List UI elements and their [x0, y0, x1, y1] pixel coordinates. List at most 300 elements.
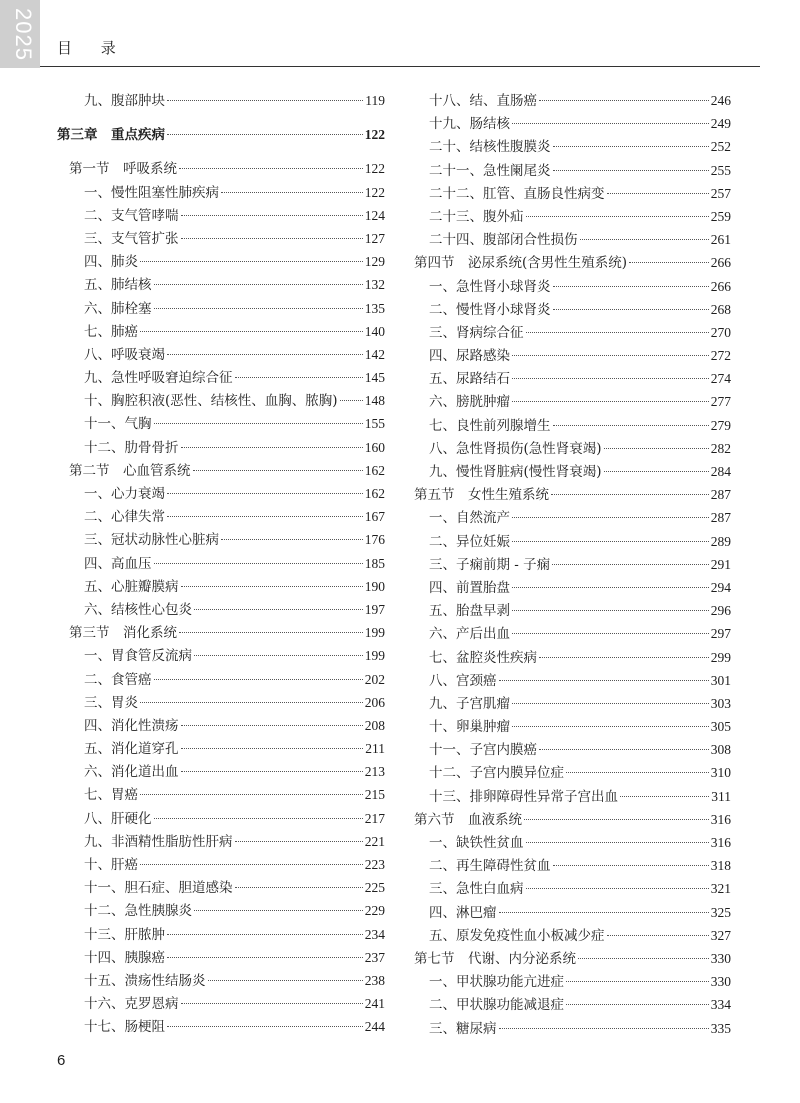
toc-entry-title: 十一、气胸: [84, 416, 152, 433]
toc-entry-page: 145: [364, 370, 385, 386]
toc-entry-page: 287: [710, 510, 731, 526]
toc-item-entry[interactable]: [57, 297, 385, 320]
toc-item-entry[interactable]: [414, 390, 731, 413]
toc-item-entry[interactable]: [414, 460, 731, 483]
toc-entry-page: 215: [364, 787, 385, 803]
toc-dot-leader: [512, 355, 709, 356]
toc-item-entry[interactable]: [414, 715, 731, 738]
toc-dot-leader: [553, 146, 709, 147]
year-label: 2025: [11, 8, 36, 61]
toc-dot-leader: [499, 680, 709, 681]
toc-entry-page: 249: [710, 116, 731, 132]
toc-item-entry[interactable]: [57, 668, 385, 691]
toc-dot-leader: [526, 332, 709, 333]
toc-entry-page: 268: [710, 301, 731, 317]
toc-dot-leader: [193, 470, 363, 471]
toc-entry-title: 十四、胰腺癌: [84, 949, 165, 966]
toc-dot-leader: [140, 864, 363, 865]
toc-dot-leader: [512, 610, 709, 611]
toc-entry-page: 311: [711, 788, 731, 804]
toc-dot-leader: [512, 401, 709, 402]
toc-entry-title: 八、宫颈癌: [429, 672, 497, 689]
toc-entry-title: 一、胃食管反流病: [84, 648, 192, 665]
toc-entry-page: 199: [364, 625, 385, 641]
toc-item-entry[interactable]: [414, 576, 731, 599]
toc-entry-page: 330: [710, 974, 731, 990]
toc-entry-page: 225: [364, 880, 385, 896]
toc-entry-title: 第一节 呼吸系统: [69, 161, 177, 178]
toc-entry-title: 第三节 消化系统: [69, 625, 177, 642]
toc-dot-leader: [607, 935, 709, 936]
toc-entry-page: 299: [710, 649, 731, 665]
toc-dot-leader: [167, 354, 363, 355]
toc-entry-title: 四、尿路感染: [429, 348, 510, 365]
toc-item-entry[interactable]: [414, 622, 731, 645]
toc-entry-title: 六、肺栓塞: [84, 300, 152, 317]
toc-item-entry[interactable]: [57, 644, 385, 667]
toc-entry-title: 十、胸腔积液(恶性、结核性、血胸、脓胸): [84, 393, 338, 410]
toc-item-entry[interactable]: [57, 482, 385, 505]
toc-entry-page: 129: [364, 254, 385, 270]
toc-item-entry[interactable]: [414, 414, 731, 437]
toc-entry-title: 二十二、肛管、直肠良性病变: [429, 185, 605, 202]
toc-entry-page: 190: [364, 578, 385, 594]
toc-item-entry[interactable]: [414, 275, 731, 298]
toc-dot-leader: [167, 1026, 363, 1027]
toc-entry-page: 148: [364, 393, 385, 409]
toc-entry-title: 三、急性白血病: [429, 881, 524, 898]
toc-dot-leader: [539, 749, 709, 750]
toc-dot-leader: [154, 284, 363, 285]
toc-entry-title: 五、心脏瓣膜病: [84, 578, 179, 595]
toc-item-entry[interactable]: [414, 854, 731, 877]
toc-item-entry[interactable]: [414, 692, 731, 715]
toc-item-entry[interactable]: [57, 691, 385, 714]
toc-item-entry[interactable]: [57, 320, 385, 343]
toc-item-entry[interactable]: [57, 436, 385, 459]
toc-entry-title: 十一、子宫内膜癌: [429, 742, 537, 759]
toc-item-entry[interactable]: [57, 714, 385, 737]
toc-entry-title: 六、产后出血: [429, 626, 510, 643]
toc-entry-page: 199: [364, 648, 385, 664]
toc-dot-leader: [181, 748, 364, 749]
toc-entry-title: 七、良性前列腺增生: [429, 417, 551, 434]
toc-entry-title: 五、消化道穿孔: [84, 741, 179, 758]
toc-entry-title: 九、慢性肾脏病(慢性肾衰竭): [429, 464, 602, 480]
toc-item-entry[interactable]: [57, 899, 385, 922]
toc-entry-title: 八、呼吸衰竭: [84, 346, 165, 363]
toc-entry-page: 297: [710, 626, 731, 642]
toc-item-entry[interactable]: [57, 227, 385, 250]
toc-section-entry[interactable]: [57, 621, 385, 644]
toc-dot-leader: [167, 134, 363, 135]
toc-entry-page: 308: [710, 742, 731, 758]
toc-entry-page: 132: [364, 277, 385, 293]
toc-dot-leader: [167, 516, 363, 517]
toc-entry-page: 244: [364, 1019, 385, 1035]
toc-entry-page: 316: [710, 811, 731, 827]
toc-item-entry[interactable]: [57, 807, 385, 830]
toc-entry-title: 二、甲状腺功能减退症: [429, 997, 564, 1014]
toc-section-entry[interactable]: [414, 251, 731, 274]
toc-dot-leader: [167, 100, 363, 101]
toc-item-entry[interactable]: [57, 505, 385, 528]
toc-entry-title: 九、非酒精性脂肪性肝病: [84, 833, 233, 850]
toc-dot-leader: [235, 377, 363, 378]
toc-dot-leader: [194, 910, 363, 911]
toc-dot-leader: [154, 423, 363, 424]
toc-entry-page: 287: [710, 487, 731, 503]
toc-entry-title: 二、食管癌: [84, 671, 152, 688]
toc-entry-title: 六、结核性心包炎: [84, 601, 192, 618]
toc-entry-title: 二十一、急性阑尾炎: [429, 162, 551, 179]
toc-item-entry[interactable]: [414, 599, 731, 622]
toc-item-entry[interactable]: [414, 298, 731, 321]
toc-entry-page: 213: [364, 764, 385, 780]
toc-entry-page: 155: [364, 416, 385, 432]
toc-dot-leader: [580, 239, 709, 240]
toc-entry-title: 三、肾病综合征: [429, 324, 524, 341]
toc-entry-page: 316: [710, 835, 731, 850]
toc-item-entry[interactable]: [414, 924, 731, 947]
toc-dot-leader: [524, 819, 709, 820]
toc-dot-leader: [512, 541, 709, 542]
toc-item-entry[interactable]: [57, 783, 385, 806]
toc-entry-page: 234: [364, 926, 385, 942]
toc-entry-title: 二十三、腹外疝: [429, 208, 524, 225]
toc-entry-page: 257: [710, 185, 731, 201]
toc-entry-title: 四、消化性溃疡: [84, 717, 179, 734]
toc-item-entry[interactable]: [414, 1017, 731, 1040]
toc-entry-title: 一、自然流产: [429, 510, 510, 527]
toc-entry-title: 八、肝硬化: [84, 810, 152, 827]
toc-dot-leader: [566, 981, 709, 982]
toc-entry-page: 266: [710, 278, 731, 294]
toc-item-entry[interactable]: [57, 366, 385, 389]
toc-entry-page: 266: [710, 255, 731, 271]
toc-item-entry[interactable]: [57, 273, 385, 296]
toc-dot-leader: [140, 702, 363, 703]
toc-item-entry[interactable]: [414, 159, 731, 182]
toc-entry-title: 第七节 代谢、内分泌系统: [414, 950, 576, 967]
toc-entry-title: 十、卵巢肿瘤: [429, 719, 510, 736]
toc-dot-leader: [512, 517, 709, 518]
toc-item-entry[interactable]: [57, 250, 385, 273]
toc-entry-title: 五、尿路结石: [429, 371, 510, 388]
toc-dot-leader: [140, 261, 363, 262]
toc-item-entry[interactable]: [414, 553, 731, 576]
toc-dot-leader: [512, 378, 709, 379]
toc-item-entry[interactable]: [414, 669, 731, 692]
toc-item-entry[interactable]: [57, 946, 385, 969]
toc-dot-leader: [221, 539, 363, 540]
toc-dot-leader: [526, 216, 709, 217]
toc-entry-title: 三、胃炎: [84, 694, 138, 711]
toc-entry-page: 305: [710, 719, 731, 735]
toc-entry-title: 一、心力衰竭: [84, 486, 165, 502]
toc-entry-page: 296: [710, 603, 731, 619]
toc-entry-title: 二十四、腹部闭合性损伤: [429, 232, 578, 249]
toc-dot-leader: [512, 703, 709, 704]
toc-item-entry[interactable]: [57, 528, 385, 551]
toc-item-entry[interactable]: [414, 738, 731, 761]
toc-entry-page: 119: [365, 93, 385, 108]
toc-item-entry[interactable]: [414, 205, 731, 228]
toc-item-entry[interactable]: [414, 993, 731, 1016]
toc-entry-title: 五、胎盘早剥: [429, 603, 510, 620]
toc-item-entry[interactable]: [57, 389, 385, 412]
toc-entry-title: 九、腹部肿块: [84, 93, 165, 109]
toc-dot-leader: [181, 771, 363, 772]
toc-dot-leader: [512, 633, 709, 634]
toc-entry-title: 七、胃癌: [84, 787, 138, 804]
toc-entry-page: 284: [710, 464, 731, 479]
toc-dot-leader: [552, 564, 709, 565]
toc-dot-leader: [154, 818, 363, 819]
toc-dot-leader: [235, 841, 363, 842]
toc-dot-leader: [607, 193, 709, 194]
toc-dot-leader: [566, 1004, 709, 1005]
toc-item-entry[interactable]: [57, 853, 385, 876]
toc-dot-leader: [181, 238, 363, 239]
toc-entry-title: 四、高血压: [84, 555, 152, 572]
toc-entry-title: 四、淋巴瘤: [429, 904, 497, 921]
toc-item-entry[interactable]: [414, 831, 731, 854]
toc-item-entry[interactable]: [57, 1015, 385, 1038]
toc-entry-page: 303: [710, 695, 731, 711]
toc-entry-title: 三、子痫前期 - 子痫: [429, 556, 551, 573]
toc-entry-page: 176: [364, 532, 385, 548]
toc-entry-title: 五、原发免疫性血小板减少症: [429, 927, 605, 944]
toc-entry-title: 三、支气管扩张: [84, 230, 179, 247]
toc-entry-title: 十八、结、直肠癌: [429, 93, 537, 109]
toc-dot-leader: [604, 471, 709, 472]
toc-dot-leader: [553, 170, 709, 171]
toc-section-entry[interactable]: [57, 157, 385, 180]
toc-entry-title: 第四节 泌尿系统(含男性生殖系统): [414, 255, 628, 272]
toc-dot-leader: [526, 842, 709, 843]
toc-entry-title: 九、子宫肌瘤: [429, 695, 510, 712]
toc-entry-page: 229: [364, 903, 385, 919]
toc-entry-page: 167: [364, 509, 385, 525]
toc-chapter-entry[interactable]: [57, 123, 385, 146]
toc-item-entry[interactable]: [414, 367, 731, 390]
toc-dot-leader: [553, 425, 709, 426]
toc-item-entry[interactable]: [414, 646, 731, 669]
toc-item-entry[interactable]: [414, 877, 731, 900]
toc-entry-page: 162: [364, 462, 385, 478]
toc-dot-leader: [194, 655, 363, 656]
toc-entry-page: 246: [710, 93, 731, 108]
toc-entry-title: 十二、子宫内膜异位症: [429, 765, 564, 782]
toc-item-entry[interactable]: [414, 761, 731, 784]
toc-dot-leader: [167, 934, 363, 935]
toc-entry-title: 十二、急性胰腺炎: [84, 903, 192, 920]
toc-dot-leader: [179, 168, 363, 169]
toc-item-entry[interactable]: [414, 344, 731, 367]
toc-item-entry[interactable]: [414, 228, 731, 251]
toc-entry-title: 二、支气管哮喘: [84, 207, 179, 224]
toc-entry-title: 六、消化道出血: [84, 764, 179, 781]
toc-dot-leader: [235, 887, 363, 888]
toc-item-entry[interactable]: [57, 598, 385, 621]
toc-entry-page: 140: [364, 323, 385, 339]
toc-dot-leader: [154, 679, 363, 680]
toc-entry-page: 252: [710, 139, 731, 155]
toc-item-entry[interactable]: [414, 437, 731, 460]
toc-entry-title: 第三章 重点疾病: [57, 127, 165, 144]
toc-item-entry[interactable]: [57, 552, 385, 575]
toc-dot-leader: [512, 726, 709, 727]
toc-dot-leader: [340, 400, 363, 401]
toc-item-entry[interactable]: [57, 760, 385, 783]
toc-dot-leader: [194, 609, 363, 610]
toc-entry-page: 241: [364, 996, 385, 1012]
toc-entry-page: 282: [710, 440, 731, 456]
toc-entry-page: 162: [364, 486, 385, 501]
toc-item-entry[interactable]: [414, 506, 731, 529]
toc-entry-page: 122: [364, 161, 385, 177]
toc-item-entry[interactable]: [414, 112, 731, 135]
toc-item-entry[interactable]: [57, 969, 385, 992]
toc-dot-leader: [499, 912, 709, 913]
toc-dot-leader: [553, 865, 709, 866]
page-number: 6: [57, 1052, 66, 1069]
toc-entry-title: 一、慢性阻塞性肺疾病: [84, 184, 219, 201]
toc-dot-leader: [181, 725, 363, 726]
toc-entry-title: 七、盆腔炎性疾病: [429, 649, 537, 666]
toc-item-entry[interactable]: [414, 970, 731, 993]
toc-dot-leader: [154, 563, 363, 564]
toc-entry-page: 122: [364, 127, 385, 143]
toc-section-entry[interactable]: [414, 947, 731, 970]
toc-dot-leader: [154, 308, 363, 309]
toc-entry-title: 七、肺癌: [84, 323, 138, 340]
toc-dot-leader: [629, 262, 709, 263]
toc-dot-leader: [181, 586, 363, 587]
toc-dot-leader: [208, 980, 363, 981]
toc-entry-title: 五、肺结核: [84, 277, 152, 294]
toc-entry-page: 310: [710, 765, 731, 781]
toc-dot-leader: [539, 100, 709, 101]
toc-entry-page: 289: [710, 533, 731, 549]
toc-dot-leader: [181, 215, 363, 216]
toc-item-entry[interactable]: [57, 343, 385, 366]
toc-entry-title: 十二、肋骨骨折: [84, 439, 179, 456]
toc-entry-page: 206: [364, 694, 385, 710]
toc-dot-leader: [620, 796, 709, 797]
toc-dot-leader: [539, 657, 709, 658]
toc-item-entry[interactable]: [414, 135, 731, 158]
toc-entry-title: 一、甲状腺功能亢进症: [429, 974, 564, 991]
toc-entry-title: 十九、肠结核: [429, 116, 510, 133]
toc-entry-page: 325: [710, 904, 731, 920]
toc-item-entry[interactable]: [414, 530, 731, 553]
toc-item-entry[interactable]: [57, 181, 385, 204]
toc-entry-page: 318: [710, 858, 731, 874]
toc-item-entry[interactable]: [57, 923, 385, 946]
toc-entry-page: 291: [710, 556, 731, 572]
toc-item-entry[interactable]: [57, 737, 385, 760]
toc-entry-page: 279: [710, 417, 731, 433]
toc-entry-title: 八、急性肾损伤(急性肾衰竭): [429, 440, 602, 457]
toc-entry-title: 一、急性肾小球肾炎: [429, 278, 551, 295]
toc-entry-page: 272: [710, 348, 731, 364]
toc-entry-page: 334: [710, 997, 731, 1013]
toc-entry-title: 二、心律失常: [84, 509, 165, 526]
toc-entry-page: 223: [364, 857, 385, 872]
toc-entry-title: 四、肺炎: [84, 254, 138, 271]
toc-left-column: [57, 89, 385, 1039]
toc-item-entry[interactable]: [57, 89, 385, 112]
toc-entry-page: 217: [364, 810, 385, 826]
toc-dot-leader: [221, 192, 363, 193]
toc-entry-page: 122: [364, 184, 385, 200]
toc-entry-title: 三、冠状动脉性心脏病: [84, 532, 219, 549]
page-header-title: 目 录: [57, 39, 128, 57]
toc-item-entry[interactable]: [414, 321, 731, 344]
toc-entry-page: 208: [364, 717, 385, 733]
toc-item-entry[interactable]: [57, 876, 385, 899]
toc-entry-page: 294: [710, 579, 731, 595]
toc-item-entry[interactable]: [414, 785, 731, 808]
toc-entry-page: 327: [710, 927, 731, 943]
toc-item-entry[interactable]: [57, 575, 385, 598]
toc-dot-leader: [566, 772, 709, 773]
toc-entry-page: 124: [364, 207, 385, 223]
toc-entry-title: 四、前置胎盘: [429, 579, 510, 596]
toc-item-entry[interactable]: [414, 89, 731, 112]
toc-entry-page: 330: [710, 950, 731, 966]
toc-entry-page: 321: [710, 881, 731, 897]
toc-section-entry[interactable]: [414, 483, 731, 506]
toc-item-entry[interactable]: [57, 830, 385, 853]
toc-entry-page: 277: [710, 394, 731, 410]
toc-dot-leader: [181, 447, 363, 448]
toc-dot-leader: [181, 1003, 363, 1004]
year-tab: [0, 0, 40, 68]
toc-dot-leader: [140, 331, 363, 332]
toc-entry-page: 127: [364, 230, 385, 246]
toc-entry-title: 十三、肝脓肿: [84, 926, 165, 943]
toc-entry-page: 255: [710, 162, 731, 178]
toc-section-entry[interactable]: [57, 459, 385, 482]
toc-dot-leader: [512, 587, 709, 588]
toc-dot-leader: [499, 1028, 709, 1029]
toc-item-entry[interactable]: [57, 412, 385, 435]
toc-entry-title: 九、急性呼吸窘迫综合征: [84, 370, 233, 387]
toc-entry-page: 335: [710, 1020, 731, 1036]
toc-dot-leader: [167, 957, 363, 958]
toc-dot-leader: [167, 493, 363, 494]
toc-entry-page: 301: [710, 672, 731, 688]
toc-entry-title: 二、异位妊娠: [429, 533, 510, 550]
toc-dot-leader: [526, 888, 709, 889]
header-divider: [40, 66, 760, 67]
toc-item-entry[interactable]: [57, 992, 385, 1015]
toc-item-entry[interactable]: [414, 182, 731, 205]
toc-item-entry[interactable]: [57, 204, 385, 227]
toc-section-entry[interactable]: [414, 808, 731, 831]
toc-entry-title: 十五、溃疡性结肠炎: [84, 972, 206, 989]
toc-dot-leader: [179, 632, 363, 633]
toc-entry-page: 197: [364, 601, 385, 617]
toc-item-entry[interactable]: [414, 901, 731, 924]
toc-entry-page: 135: [364, 300, 385, 316]
toc-entry-title: 十一、胆石症、胆道感染: [84, 880, 233, 897]
toc-entry-title: 十七、肠梗阻: [84, 1019, 165, 1036]
toc-dot-leader: [551, 494, 709, 495]
